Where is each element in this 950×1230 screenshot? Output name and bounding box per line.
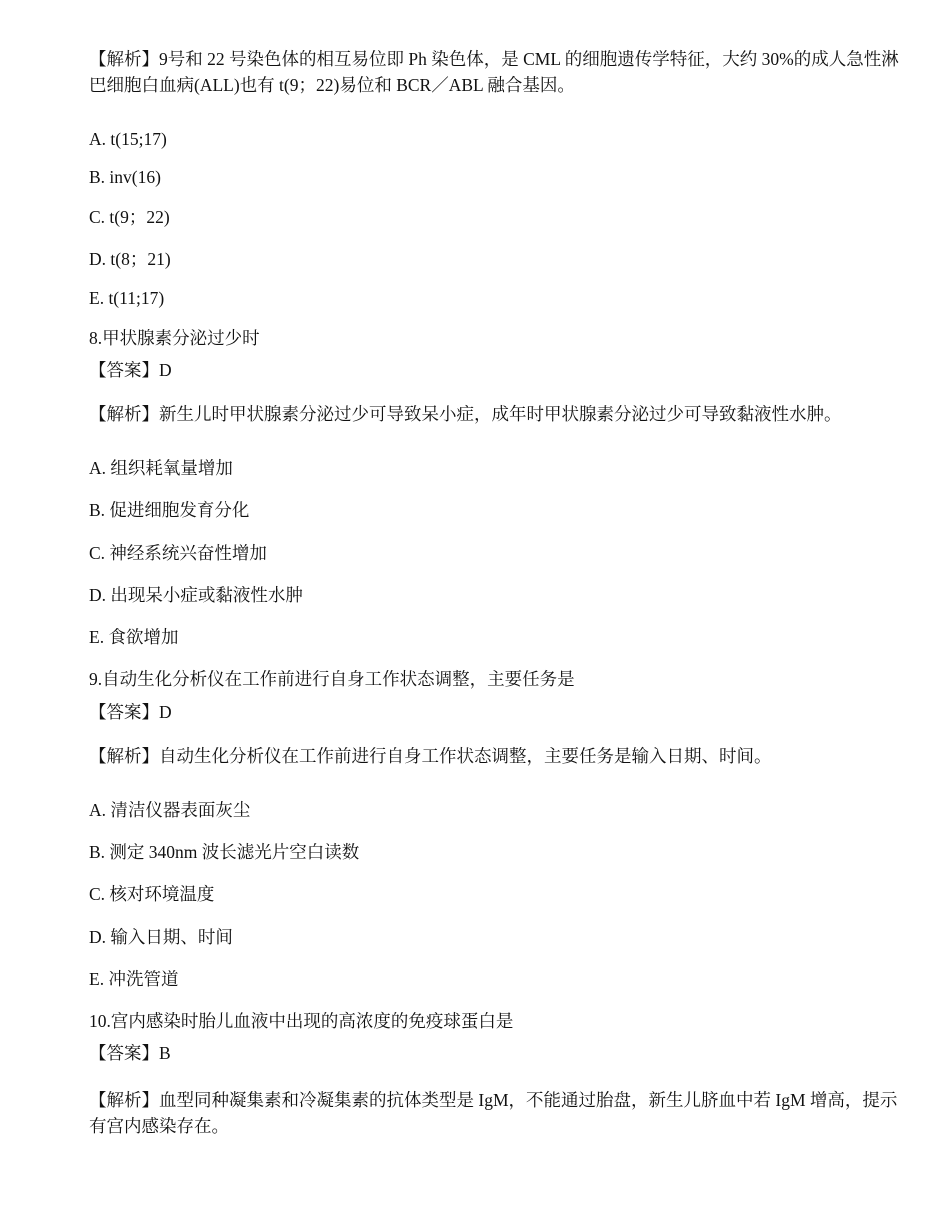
q7-option-a: A. t(15;17) [89,129,167,149]
q9-answer: 【答案】D [89,702,172,722]
q9-option-b: B. 测定 340nm 波长滤光片空白读数 [89,842,360,862]
q7-option-e: E. t(11;17) [89,288,165,308]
q8-option-b: B. 促进细胞发育分化 [89,500,250,520]
q9-option-a: A. 清洁仪器表面灰尘 [89,800,251,820]
q10-analysis: 【解析】血型同种凝集素和冷凝集素的抗体类型是 IgM，不能通过胎盘，新生儿脐血中若 IgM 增高，提示有宫内感染存在。 [89,1090,898,1136]
q8-question: 8.甲状腺素分泌过少时 [89,328,260,348]
q10-answer: 【答案】B [89,1043,171,1063]
q9-option-e: E. 冲洗管道 [89,969,179,989]
q8-option-e: E. 食欲增加 [89,627,179,647]
q9-question: 9.自动生化分析仪在工作前进行自身工作状态调整，主要任务是 [89,669,575,689]
q9-analysis: 【解析】自动生化分析仪在工作前进行自身工作状态调整，主要任务是输入日期、时间。 [89,746,772,766]
q7-option-b: B. inv(16) [89,167,161,187]
q8-answer: 【答案】D [89,360,172,380]
q9-option-c: C. 核对环境温度 [89,884,215,904]
q9-option-d: D. 输入日期、时间 [89,927,233,947]
q8-option-a: A. 组织耗氧量增加 [89,458,233,478]
q10-question: 10.宫内感染时胎儿血液中出现的高浓度的免疫球蛋白是 [89,1011,514,1031]
q7-option-c: C. t(9；22) [89,207,170,227]
q8-option-c: C. 神经系统兴奋性增加 [89,543,267,563]
q8-option-d: D. 出现呆小症或黏液性水肿 [89,585,303,605]
q8-analysis: 【解析】新生儿时甲状腺素分泌过少可导致呆小症，成年时甲状腺素分泌过少可导致黏液性水肿。 [89,404,842,424]
q7-analysis: 【解析】9号和 22 号染色体的相互易位即 Ph 染色体，是 CML 的细胞遗传学特征，大约 30%的成人急性淋巴细胞白血病(ALL)也有 t(9；22)易位和 BCR／ABL 融合基因。 [89,49,899,95]
q7-option-d: D. t(8；21) [89,249,171,269]
